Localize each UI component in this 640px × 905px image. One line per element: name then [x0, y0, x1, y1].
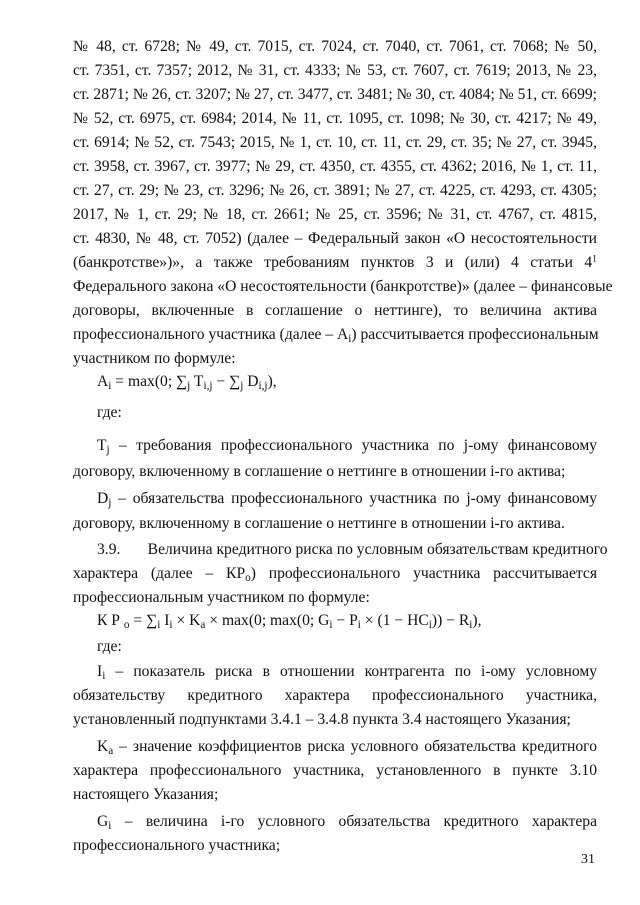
- formula-part: × max(0; max(0; G: [205, 612, 330, 629]
- text-line: ст. 27, ст. 29; № 23, ст. 3296; № 26, ст. 3891; № 27, ст. 4225, ст. 4293, ст. 4305;: [73, 182, 597, 199]
- text-line: № 52, ст. 6975, ст. 6984; 2014, № 11, ст. 1095, ст. 1098; № 30, ст. 4217; № 49,: [73, 110, 597, 127]
- subscript: j: [187, 379, 191, 392]
- subscript: i: [169, 618, 173, 631]
- symbol: T: [97, 437, 107, 454]
- formula-credit-risk: [97, 611, 481, 631]
- subscript: j: [106, 443, 110, 456]
- formula-part: − P: [332, 612, 358, 629]
- formula-asset: [97, 372, 277, 392]
- text-line: ст. 3958, ст. 3967, ст. 3977; № 29, ст. 4350, ст. 4355, ст. 4362; 2016, № 1, ст. 11,: [73, 158, 597, 175]
- text-run: – показатель риска в отношении контрагента по i-ому условному: [105, 663, 597, 680]
- formula-part: I: [160, 612, 170, 629]
- formula-part: ),: [472, 612, 482, 629]
- text-line: договору, включенному в соглашение о неттинге в отношении i-го актива.: [73, 515, 565, 532]
- subscript: i: [348, 332, 352, 345]
- text-run: характера (далее – КР: [73, 565, 246, 582]
- text-line: [73, 325, 597, 345]
- text-line: профессионального участника;: [73, 837, 281, 854]
- where-label: где:: [97, 638, 122, 655]
- text-line: ст. 7351, ст. 7357; 2012, № 31, ст. 4333; № 53, ст. 7607, ст. 7619; 2013, № 23,: [73, 62, 597, 79]
- formula-part: T: [190, 373, 204, 390]
- where-label: где:: [97, 404, 122, 421]
- text-run: (банкротстве»)», а также требованиям пунктов 3 и (или) 4 статьи 4: [73, 254, 593, 271]
- text-line: договору, включенному в соглашение о неттинге в отношении i-го актива;: [73, 463, 566, 480]
- text-line: профессиональным участником по формуле:: [73, 589, 370, 606]
- subscript: i: [157, 618, 161, 631]
- text-run: ) рассчитывается профессиональным: [351, 326, 599, 343]
- text-line: ст. 4830, № 48, ст. 7052) (далее – Федеральный закон «О несостоятельности: [73, 230, 597, 247]
- formula-part: D: [243, 373, 259, 390]
- text-run: профессионального участника (далее – A: [73, 326, 349, 343]
- subscript: i: [357, 618, 361, 631]
- page-number: 31: [581, 852, 595, 867]
- subscript: i,j: [203, 379, 213, 392]
- formula-part: − ∑: [212, 373, 241, 390]
- text-line: № 48, ст. 6728; № 49, ст. 7015, ст. 7024, ст. 7040, ст. 7061, ст. 7068; № 50,: [73, 38, 597, 55]
- definition-line: [97, 737, 597, 757]
- subscript: i: [329, 618, 333, 631]
- text-line: Федерального закона «О несостоятельности (банкротстве)» (далее – финансовые: [73, 278, 613, 295]
- subscript: a: [200, 618, 206, 631]
- text-line: ст. 6914; № 52, ст. 7543; 2015, № 1, ст. 10, ст. 11, ст. 29, ст. 35; № 27, ст. 3945,: [73, 134, 597, 151]
- text-line: настоящего Указания;: [73, 786, 219, 803]
- superscript: 1: [592, 253, 597, 265]
- section-3-9-heading: 3.9. Величина кредитного риска по условным обязательствам кредитного: [97, 541, 608, 558]
- subscript: i: [108, 819, 112, 832]
- symbol: G: [97, 813, 109, 830]
- text-line: договоры, включенные в соглашение о неттинге), то величина актива: [73, 302, 597, 319]
- definition-line: [97, 812, 597, 832]
- symbol: D: [97, 490, 109, 507]
- formula-part: × K: [172, 612, 201, 629]
- text-line: обязательству кредитного характера профессионального участника,: [73, 687, 597, 704]
- text-run: – величина i-го условного обязательства кредитного характера: [111, 813, 597, 830]
- formula-part: К Р: [97, 612, 124, 629]
- text-run: – требования профессионального участника по j-ому финансовому: [109, 437, 597, 454]
- formula-part: = ∑: [129, 612, 158, 629]
- subscript: i: [428, 618, 432, 631]
- symbol: K: [97, 738, 109, 755]
- text-line: участником по формуле:: [73, 350, 236, 367]
- text-line: ст. 2871; № 26, ст. 3207; № 27, ст. 3477, ст. 3481; № 30, ст. 4084; № 51, ст. 6699;: [73, 86, 597, 103]
- subscript: i: [108, 379, 112, 392]
- text-line: [73, 564, 597, 584]
- formula-part: )) − R: [431, 612, 470, 629]
- text-line: характера профессионального участника, установленного в пункте 3.10: [73, 762, 597, 779]
- definition-line: [97, 662, 597, 682]
- subscript: о: [123, 618, 130, 631]
- definition-line: [97, 489, 597, 509]
- text-run: – обязательства профессионального участника по j-ому финансовому: [111, 490, 597, 507]
- text-run: ) профессионального участника рассчитывается: [250, 565, 597, 582]
- subscript: i: [469, 618, 473, 631]
- definition-line: [97, 436, 597, 456]
- formula-part: ),: [267, 373, 277, 390]
- subscript: a: [108, 744, 114, 757]
- text-line: 2017, № 1, ст. 29; № 18, ст. 2661; № 25, ст. 3596; № 31, ст. 4767, ст. 4815,: [73, 206, 597, 223]
- subscript: о: [245, 571, 251, 584]
- subscript: j: [108, 496, 112, 509]
- text-run: – значение коэффициентов риска условного обязательства кредитного: [113, 738, 597, 755]
- subscript: i: [102, 669, 106, 682]
- subscript: j: [240, 379, 244, 392]
- symbol: I: [97, 663, 103, 680]
- formula-part: A: [97, 373, 109, 390]
- formula-part: × (1 − HC: [360, 612, 429, 629]
- subscript: i,j: [258, 379, 268, 392]
- text-line: установленный подпунктами 3.4.1 – 3.4.8 пункта 3.4 настоящего Указания;: [73, 711, 571, 728]
- text-line: [73, 253, 597, 273]
- formula-part: = max(0; ∑: [111, 373, 188, 390]
